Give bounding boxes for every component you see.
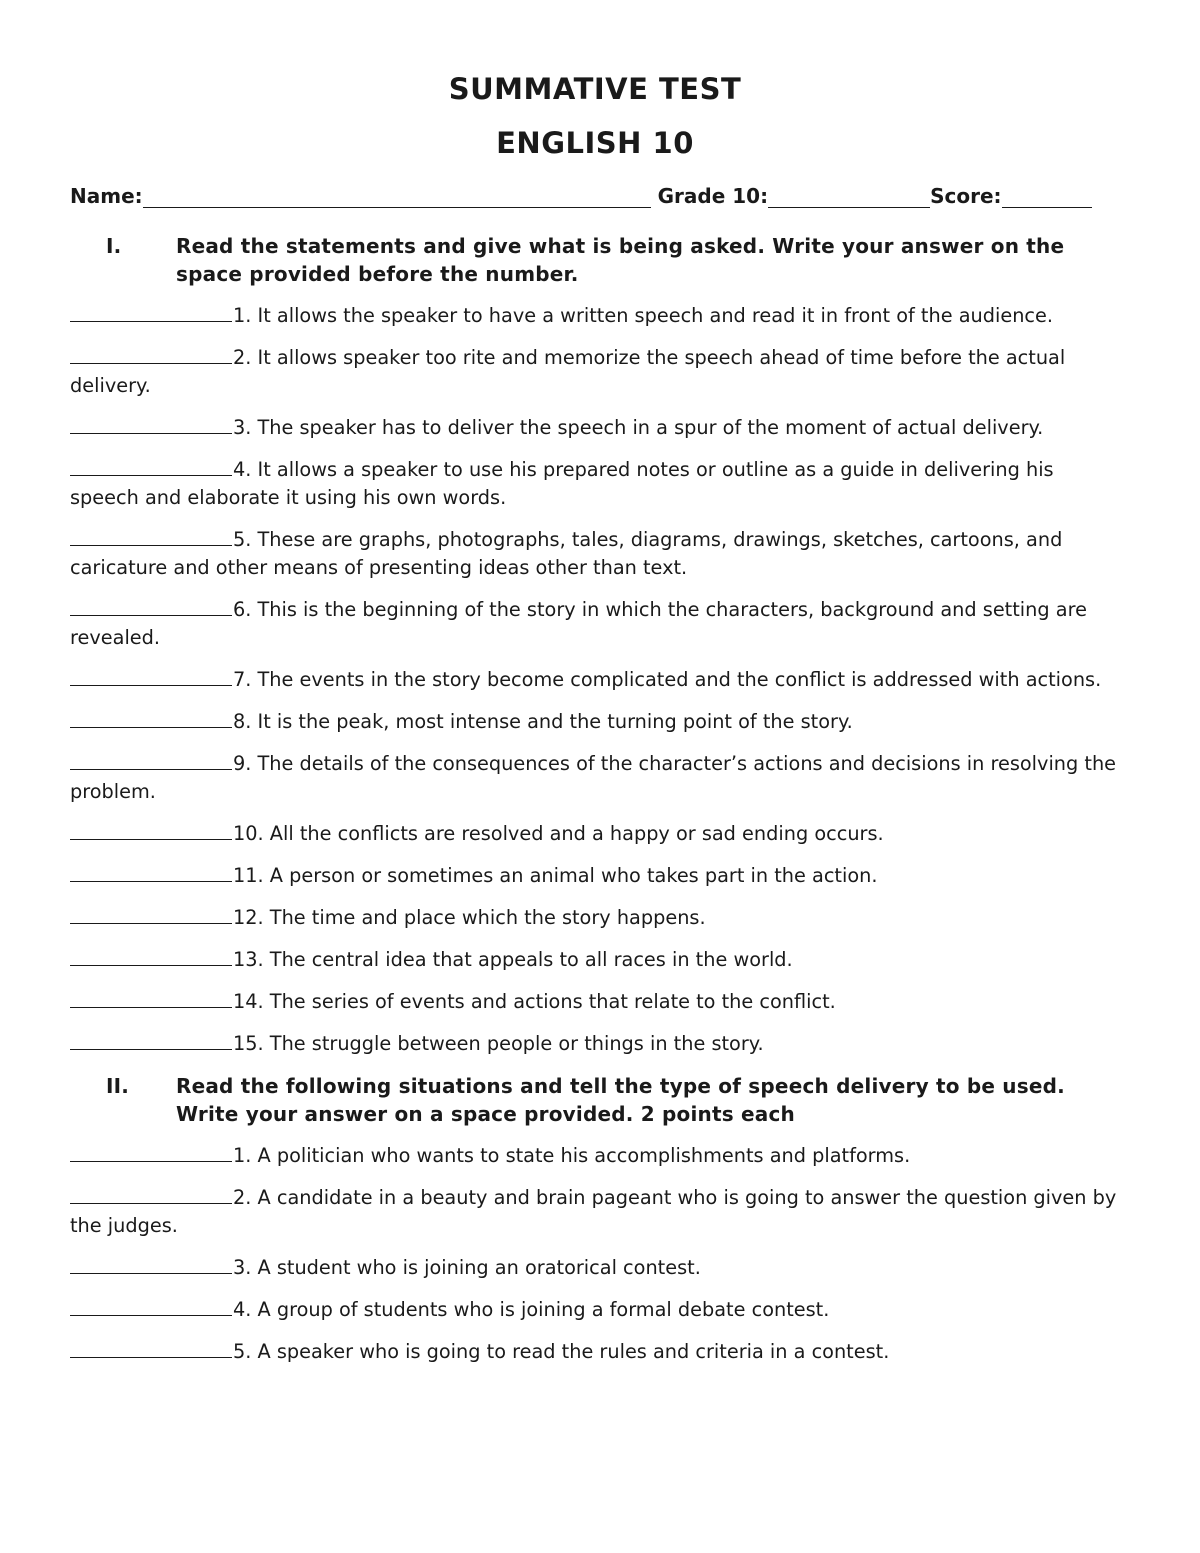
section-2-instruction: Read the following situations and tell the type of speech delivery to be used. Write your answer on a space provided. 2 points each	[176, 1074, 1065, 1126]
answer-blank[interactable]	[70, 821, 232, 840]
question-text: 4. It allows a speaker to use his prepared notes or outline as a guide in delivering his speech and elaborate it using his own words.	[70, 458, 1054, 509]
section-2-header	[70, 1072, 1120, 1128]
student-info-row	[70, 184, 1120, 208]
answer-blank[interactable]	[70, 1297, 232, 1316]
answer-blank[interactable]	[70, 597, 232, 616]
answer-blank[interactable]	[70, 905, 232, 924]
question-text: 11. A person or sometimes an animal who takes part in the action.	[233, 864, 878, 887]
section-1-numeral: I.	[106, 234, 122, 258]
section-1-instruction: Read the statements and give what is being asked. Write your answer on the space provided before the number.	[176, 234, 1065, 286]
answer-blank[interactable]	[70, 303, 232, 322]
section-2-numeral: II.	[106, 1074, 130, 1098]
question-text: 9. The details of the consequences of the character’s actions and decisions in resolving the problem.	[70, 752, 1117, 803]
name-field[interactable]	[143, 187, 651, 208]
answer-blank[interactable]	[70, 989, 232, 1008]
question-item	[70, 1338, 1120, 1366]
question-item	[70, 596, 1120, 652]
question-item	[70, 456, 1120, 512]
question-text: 7. The events in the story become complicated and the conflict is addressed with actions.	[233, 668, 1102, 691]
answer-blank[interactable]	[70, 415, 232, 434]
answer-blank[interactable]	[70, 1143, 232, 1162]
score-label: Score:	[930, 184, 1002, 208]
answer-blank[interactable]	[70, 1031, 232, 1050]
question-text: 6. This is the beginning of the story in which the characters, background and setting are revealed.	[70, 598, 1087, 649]
question-text: 15. The struggle between people or things in the story.	[233, 1032, 764, 1055]
question-text: 3. The speaker has to deliver the speech in a spur of the moment of actual delivery.	[233, 416, 1044, 439]
section-1-header	[70, 232, 1120, 288]
answer-blank[interactable]	[70, 667, 232, 686]
answer-blank[interactable]	[70, 527, 232, 546]
section-1-items	[70, 302, 1120, 1058]
name-label: Name:	[70, 184, 143, 208]
question-text: 8. It is the peak, most intense and the turning point of the story.	[233, 710, 853, 733]
answer-blank[interactable]	[70, 947, 232, 966]
question-item	[70, 708, 1120, 736]
question-text: 3. A student who is joining an oratorical contest.	[233, 1256, 701, 1279]
question-item	[70, 862, 1120, 890]
question-text: 2. A candidate in a beauty and brain pageant who is going to answer the question given by the judges.	[70, 1186, 1117, 1237]
question-item	[70, 414, 1120, 442]
question-item	[70, 904, 1120, 932]
answer-blank[interactable]	[70, 751, 232, 770]
answer-blank[interactable]	[70, 345, 232, 364]
question-text: 12. The time and place which the story happens.	[233, 906, 706, 929]
question-item	[70, 526, 1120, 582]
question-text: 1. A politician who wants to state his accomplishments and platforms.	[233, 1144, 911, 1167]
question-item	[70, 946, 1120, 974]
answer-blank[interactable]	[70, 1185, 232, 1204]
grade-label: Grade 10:	[657, 184, 769, 208]
question-item	[70, 820, 1120, 848]
question-item	[70, 302, 1120, 330]
question-item	[70, 1030, 1120, 1058]
question-item	[70, 988, 1120, 1016]
answer-blank[interactable]	[70, 1255, 232, 1274]
question-item	[70, 750, 1120, 806]
answer-blank[interactable]	[70, 863, 232, 882]
question-text: 10. All the conflicts are resolved and a happy or sad ending occurs.	[233, 822, 884, 845]
question-text: 4. A group of students who is joining a formal debate contest.	[233, 1298, 830, 1321]
question-item	[70, 1296, 1120, 1324]
answer-blank[interactable]	[70, 709, 232, 728]
section-2-items	[70, 1142, 1120, 1366]
question-text: 1. It allows the speaker to have a written speech and read it in front of the audience.	[233, 304, 1054, 327]
subject-title: ENGLISH 10	[496, 126, 694, 160]
question-item	[70, 1184, 1120, 1240]
score-field[interactable]	[1002, 187, 1092, 208]
question-item	[70, 1142, 1120, 1170]
answer-blank[interactable]	[70, 1339, 232, 1358]
test-title: SUMMATIVE TEST	[448, 72, 742, 106]
question-text: 14. The series of events and actions that relate to the conflict.	[233, 990, 836, 1013]
question-text: 2. It allows speaker too rite and memorize the speech ahead of time before the actual delivery.	[70, 346, 1066, 397]
question-text: 5. These are graphs, photographs, tales, diagrams, drawings, sketches, cartoons, and caricature and other means of presenting ideas other than text.	[70, 528, 1063, 579]
question-item	[70, 344, 1120, 400]
question-item	[70, 666, 1120, 694]
question-text: 13. The central idea that appeals to all races in the world.	[233, 948, 793, 971]
test-page	[70, 70, 1120, 1366]
grade-field[interactable]	[768, 187, 930, 208]
question-item	[70, 1254, 1120, 1282]
answer-blank[interactable]	[70, 457, 232, 476]
question-text: 5. A speaker who is going to read the rules and criteria in a contest.	[233, 1340, 890, 1363]
